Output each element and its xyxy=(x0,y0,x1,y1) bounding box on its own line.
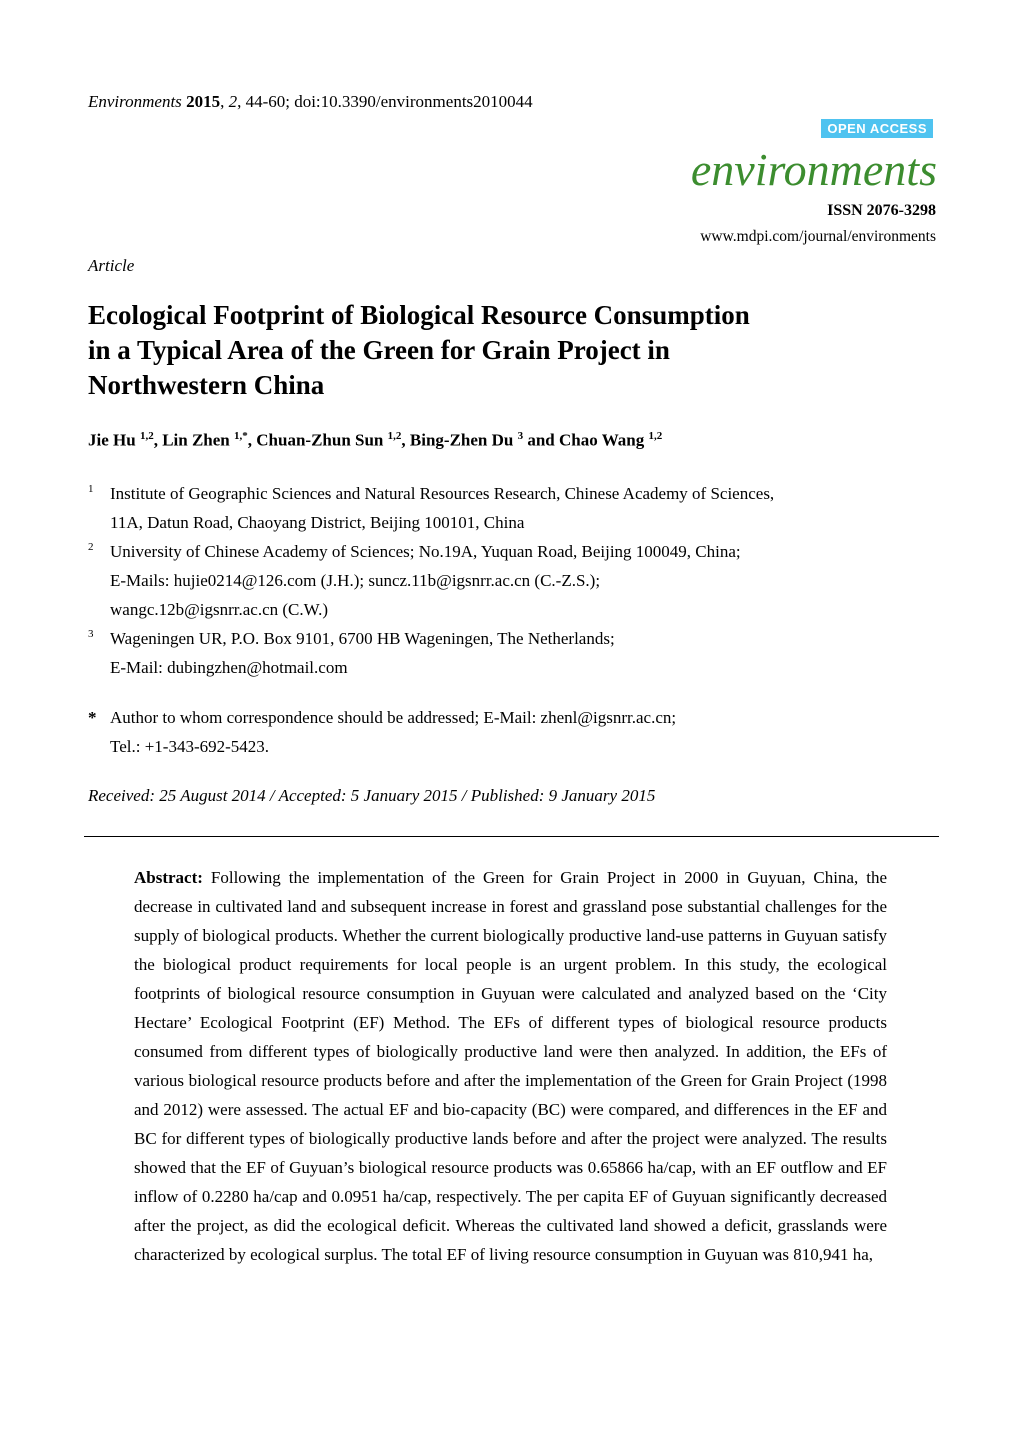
author-affiliation-marks: 3 xyxy=(517,430,524,442)
author-name: Chuan-Zhun Sun xyxy=(256,430,384,450)
title-line: in a Typical Area of the Green for Grain Project in xyxy=(88,335,670,365)
correspondence-line[interactable]: Author to whom correspondence should be addressed; E-Mail: zhenl@igsnrr.ac.cn; xyxy=(110,708,677,727)
affiliation-mark: 3 xyxy=(88,628,94,640)
affiliation-line: Institute of Geographic Sciences and Natural Resources Research, Chinese Academy of Sciences, xyxy=(110,484,775,503)
affiliation-line[interactable]: wangc.12b@igsnrr.ac.cn (C.W.) xyxy=(110,600,329,619)
correspondence-note xyxy=(88,703,948,761)
author-name: Lin Zhen xyxy=(162,430,230,450)
affiliation-line[interactable]: E-Mail: dubingzhen@hotmail.com xyxy=(110,658,348,677)
correspondence-mark: * xyxy=(88,708,97,727)
abstract xyxy=(134,863,887,1269)
affiliation-mark: 2 xyxy=(88,541,94,553)
author-affiliation-marks: 1,* xyxy=(234,430,248,442)
affiliation-line[interactable]: E-Mails: hujie0214@126.com (J.H.); suncz.11b@igsnrr.ac.cn (C.-Z.S.); xyxy=(110,571,601,590)
author-affiliation-marks: 1,2 xyxy=(387,430,402,442)
title-line: Northwestern China xyxy=(88,370,325,400)
citation-journal: Environments xyxy=(88,92,182,111)
citation-line: Environments 2015, 2, 44-60; doi:10.3390/environments2010044 xyxy=(88,92,533,111)
citation-year: 2015 xyxy=(186,92,221,111)
abstract-text: Following the implementation of the Green for Grain Project in 2000 in Guyuan, China, the decrease in cultivated land and subsequent increase in forest and grassland pose substantial challenges for the supply of biological products. Whether the current biologically productive land-use patterns in Guyuan satisfy the biological product requirements for local people is an urgent problem. In this study, the ecological footprints of biological resource consumption in Guyuan were calculated and analyzed based on the ‘City Hectare’ Ecological Footprint (EF) Method. The EFs of different types of biological resource products consumed from different types of biologically productive land were then analyzed. In addition, the EFs of various biological resource products before and after the implementation of the Green for Grain Project (1998 and 2012) were assessed. The actual EF and bio-capacity (BC) were compared, and differences in the EF and BC for different types of biologically productive lands before and after the project were analyzed. The results showed that the EF of Guyuan’s biological resource products was 0.65866 ha/cap, with an EF outflow and EF inflow of 0.2280 ha/cap and 0.0951 ha/cap, respectively. The per capita EF of Guyuan significantly decreased after the project, as did the ecological deficit. Whereas the cultivated land showed a deficit, grasslands were characterized by ecological surplus. The total EF of living resource consumption in Guyuan was 810,941 ha, xyxy=(134,868,888,1264)
article-title xyxy=(88,298,908,403)
affiliation-2 xyxy=(88,537,948,624)
journal-url[interactable]: www.mdpi.com/journal/environments xyxy=(700,228,936,245)
author-affiliation-marks: 1,2 xyxy=(139,430,154,442)
correspondence-line: Tel.: +1-343-692-5423. xyxy=(110,737,270,756)
article-type: Article xyxy=(88,256,135,275)
abstract-label: Abstract: xyxy=(134,868,203,887)
journal-logo: environments xyxy=(690,144,937,195)
author-list: Jie Hu $^{1,2}$, Lin Zhen $^{1,*}$, Chuan-Zhun Sun $^{1,2}$, Bing-Zhen Du $^3$ and Chao Wang $^{1,2}$ xyxy=(88,430,663,450)
author-name: Chao Wang xyxy=(559,430,645,450)
citation-pages-doi: , 44-60; doi:10.3390/environments2010044 xyxy=(237,92,533,111)
affiliation-mark: 1 xyxy=(88,483,94,495)
publication-dates: Received: 25 August 2014 / Accepted: 5 January 2015 / Published: 9 January 2015 xyxy=(88,786,656,805)
issn: ISSN 2076-3298 xyxy=(827,202,936,219)
affiliation-line: 11A, Datun Road, Chaoyang District, Beijing 100101, China xyxy=(110,513,525,532)
title-line: Ecological Footprint of Biological Resource Consumption xyxy=(88,300,750,330)
author-name: Bing-Zhen Du xyxy=(409,430,514,450)
header-divider xyxy=(84,836,939,837)
affiliation-line: Wageningen UR, P.O. Box 9101, 6700 HB Wageningen, The Netherlands; xyxy=(110,629,615,648)
affiliation-line: University of Chinese Academy of Sciences; No.19A, Yuquan Road, Beijing 100049, China; xyxy=(110,542,741,561)
citation-volume: 2 xyxy=(228,92,238,111)
open-access-badge: OPEN ACCESS xyxy=(821,119,933,138)
author-name: Jie Hu xyxy=(88,430,136,450)
affiliation-1 xyxy=(88,479,948,537)
affiliation-3 xyxy=(88,624,948,682)
author-affiliation-marks: 1,2 xyxy=(648,430,663,442)
